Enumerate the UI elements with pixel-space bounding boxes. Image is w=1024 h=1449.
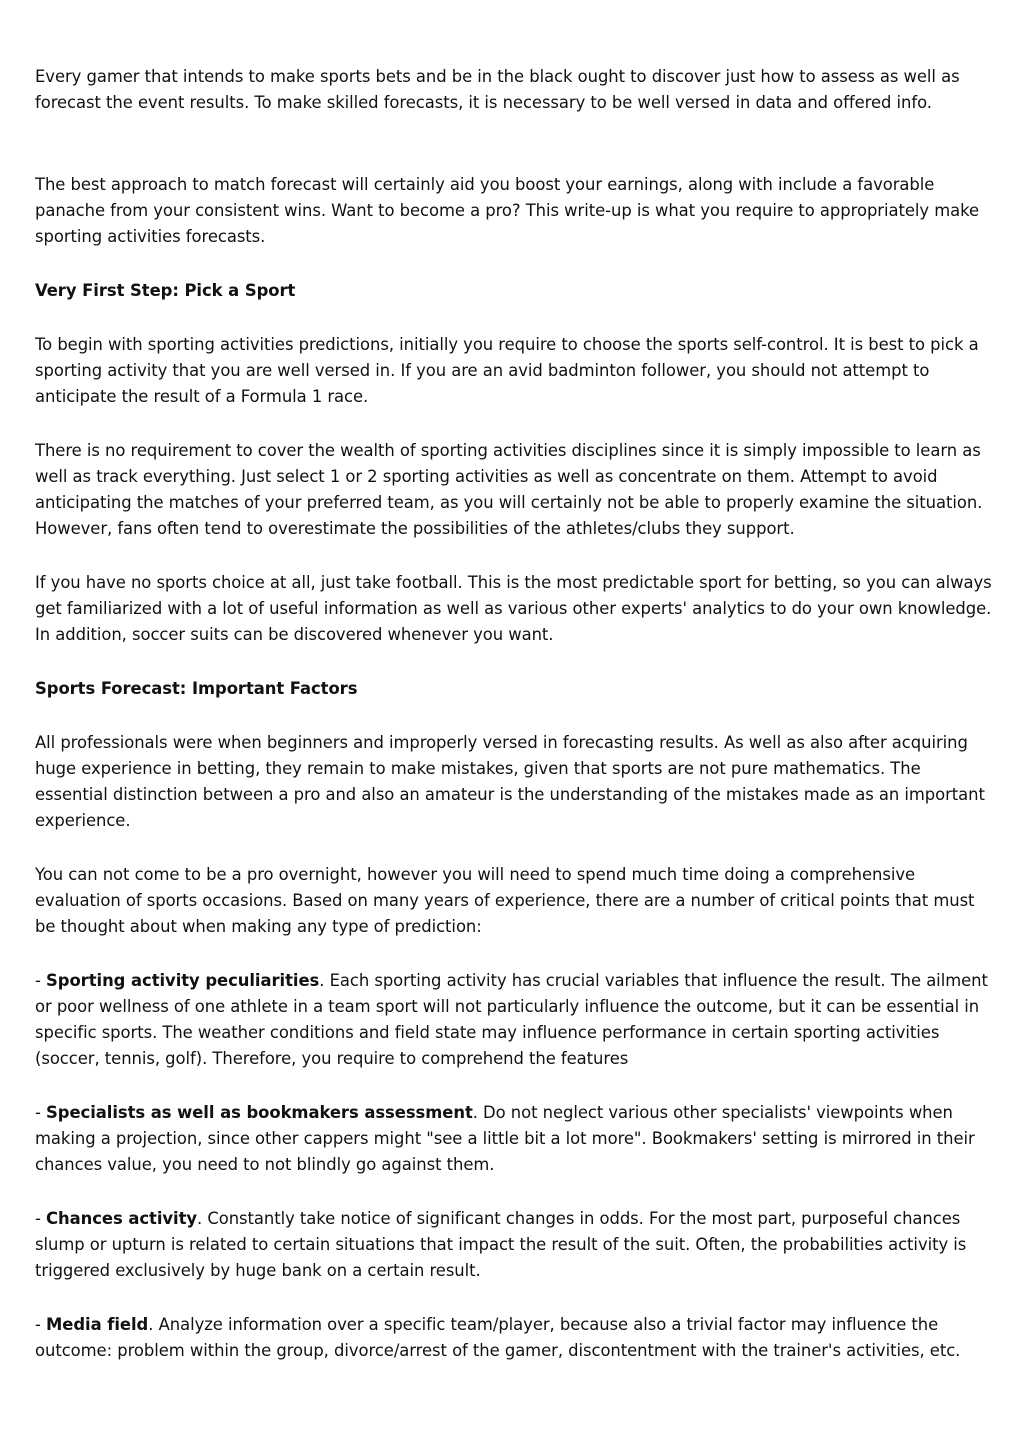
- spacer: [35, 250, 995, 278]
- section-heading-important-factors: Sports Forecast: Important Factors: [35, 679, 358, 698]
- factor-item-specialists-assessment: [35, 1100, 995, 1178]
- factor-term: Sporting activity peculiarities: [46, 971, 320, 990]
- spacer: [35, 1284, 995, 1312]
- pick-sport-paragraph-2: There is no requirement to cover the wealth of sporting activities disciplines since it is simply impossible to learn as well as track everything. Just select 1 or 2 sporting activities as well as concentrate on them. Attempt to avoid anticipating the matches of your preferred team, as you will certainly not be able to properly examine the situation. However, fans often tend to overestimate the possibilities of the athletes/clubs they support.: [35, 441, 983, 538]
- intro-paragraph-1: Every gamer that intends to make sports bets and be in the black ought to discover just how to assess as well as forecast the event results. To make skilled forecasts, it is necessary to be well versed in data and offered info.: [35, 67, 960, 112]
- factors-paragraph-2: You can not come to be a pro overnight, however you will need to spend much time doing a comprehensive evaluation of sports occasions. Based on many years of experience, there are a number of critical points that must be thought about when making any type of prediction:: [35, 865, 975, 936]
- factor-description: . Constantly take notice of significant changes in odds. For the most part, purposeful chances slump or upturn is related to certain situations that impact the result of the suit. Often, the probabilities activity is triggered exclusively by huge bank on a certain result.: [35, 1209, 967, 1280]
- bullet-dash: -: [35, 971, 47, 990]
- spacer: [35, 834, 995, 862]
- spacer: [35, 116, 995, 172]
- spacer: [35, 542, 995, 570]
- factor-item-media-field: [35, 1312, 995, 1364]
- factor-description: . Each sporting activity has crucial variables that influence the result. The ailment or poor wellness of one athlete in a team sport will not particularly influence the outcome, but it can be essential in specific sports. The weather conditions and field state may influence performance in certain sporting activities (soccer, tennis, golf). Therefore, you require to comprehend the features: [35, 971, 988, 1068]
- factor-item-sport-peculiarities: [35, 968, 995, 1072]
- factor-term: Chances activity: [46, 1209, 198, 1228]
- spacer: [35, 304, 995, 332]
- bullet-dash: -: [35, 1209, 47, 1228]
- pick-sport-paragraph-1: To begin with sporting activities predictions, initially you require to choose the sports self-control. It is best to pick a sporting activity that you are well versed in. If you are an avid badminton follower, you should not attempt to anticipate the result of a Formula 1 race.: [35, 335, 979, 406]
- factor-term: Media field: [46, 1315, 149, 1334]
- spacer: [35, 648, 995, 676]
- factor-description: . Analyze information over a specific team/player, because also a trivial factor may influence the outcome: problem within the group, divorce/arrest of the gamer, discontentment with the trainer's activities, etc.: [35, 1315, 961, 1360]
- section-heading-pick-sport: Very First Step: Pick a Sport: [35, 281, 296, 300]
- spacer: [35, 702, 995, 730]
- article-body: [35, 64, 995, 1364]
- factors-paragraph-1: All professionals were when beginners and improperly versed in forecasting results. As well as also after acquiring huge experience in betting, they remain to make mistakes, given that sports are not pure mathematics. The essential distinction between a pro and also an amateur is the understanding of the mistakes made as an important experience.: [35, 733, 985, 830]
- bullet-dash: -: [35, 1103, 47, 1122]
- spacer: [35, 1178, 995, 1206]
- factor-term: Specialists as well as bookmakers assessment: [46, 1103, 473, 1122]
- pick-sport-paragraph-3: If you have no sports choice at all, just take football. This is the most predictable sport for betting, so you can always get familiarized with a lot of useful information as well as various other experts' analytics to do your own knowledge. In addition, soccer suits can be discovered whenever you want.: [35, 573, 992, 644]
- bullet-dash: -: [35, 1315, 47, 1334]
- intro-paragraph-2: The best approach to match forecast will certainly aid you boost your earnings, along with include a favorable panache from your consistent wins. Want to become a pro? This write-up is what you require to appropriately make sporting activities forecasts.: [35, 175, 980, 246]
- factor-description: . Do not neglect various other specialists' viewpoints when making a projection, since other cappers might "see a little bit a lot more". Bookmakers' setting is mirrored in their chances value, you need to not blindly go against them.: [35, 1103, 975, 1174]
- spacer: [35, 940, 995, 968]
- spacer: [35, 1072, 995, 1100]
- factor-item-chances-activity: [35, 1206, 995, 1284]
- spacer: [35, 410, 995, 438]
